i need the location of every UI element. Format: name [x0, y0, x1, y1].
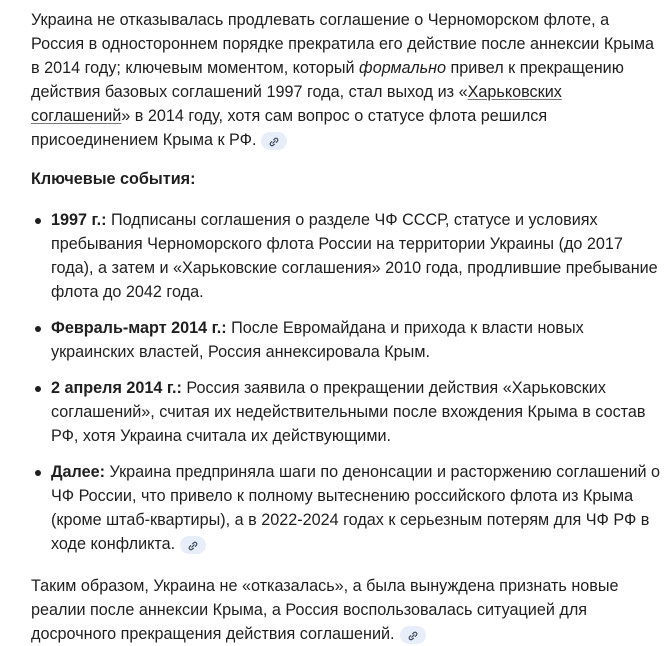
conclusion-paragraph	[31, 574, 661, 646]
list-item	[51, 316, 661, 364]
event-text: Россия заявила о прекращении действия «Харьковских соглашений», считая их недействительными после вхождения Крыма в состав РФ, хотя Украина считала их действующими.	[51, 379, 646, 445]
list-item	[51, 208, 661, 304]
event-date: 1997 г.:	[51, 211, 107, 229]
source-link-button[interactable]	[180, 536, 206, 554]
event-date: Далее:	[51, 463, 106, 481]
list-item	[51, 376, 661, 448]
source-link-button[interactable]	[400, 626, 426, 644]
event-date: Февраль-март 2014 г.:	[51, 319, 227, 337]
intro-text: Украина не отказывалась продлевать соглашение о Черноморском флоте, а Россия в одностороннем порядке прекратила его действие после аннексии Крыма в 2014 году; ключевым моментом, который	[31, 11, 655, 77]
intro-emphasis: формально	[359, 59, 447, 77]
link-icon	[187, 540, 199, 552]
event-text: Украина предприняла шаги по денонсации и расторжению соглашений о ЧФ России, что привело к полному вытеснению российского флота из Крыма (кроме штаб-квартиры), а в 2022-2024 годах к серьезным потерям для ЧФ РФ в ходе конфликта.	[51, 463, 661, 553]
intro-paragraph	[31, 8, 661, 152]
list-item	[51, 460, 661, 556]
intro-text-2: привел к прекращению действия базовых соглашений 1997 года, стал выход из «	[31, 59, 624, 101]
source-link-button[interactable]	[261, 132, 287, 150]
section-heading: Ключевые события:	[31, 170, 196, 188]
event-text: Подписаны соглашения о разделе ЧФ СССР, статусе и условиях пребывания Черноморского флота России на территории Украины (до 2017 года), а затем и «Харьковские соглашения» 2010 года, продлившие пребывание флота до 2042 года.	[51, 211, 658, 301]
event-date: 2 апреля 2014 г.:	[51, 379, 182, 397]
link-icon	[268, 136, 280, 148]
events-list	[31, 208, 661, 556]
event-text: После Евромайдана и прихода к власти новых украинских властей, Россия аннексировала Крым.	[51, 319, 584, 361]
intro-text-3: » в 2014 году, хотя сам вопрос о статусе флота решился присоединением Крыма к РФ.	[31, 107, 548, 149]
conclusion-text: Таким образом, Украина не «отказалась», а была вынуждена признать новые реалии после аннексии Крыма, а Россия воспользовалась ситуацией для досрочного прекращения действия соглашений.	[31, 577, 619, 643]
kharkiv-agreements-link[interactable]: Харьковских соглашений	[31, 83, 562, 125]
link-icon	[407, 630, 419, 642]
